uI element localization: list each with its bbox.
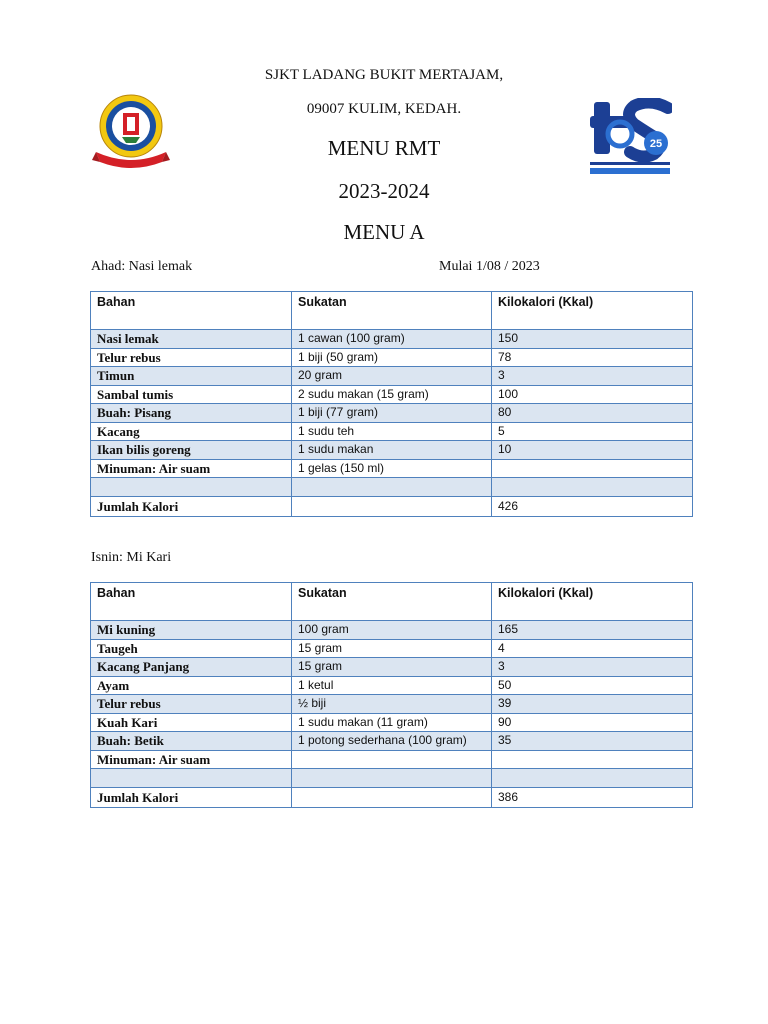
total-ingredient-cell: Jumlah Kalori (91, 496, 292, 516)
calorie-cell (492, 750, 693, 769)
calorie-cell (492, 459, 693, 478)
table-row (91, 769, 693, 788)
table-row (91, 459, 693, 478)
column-header-calorie: Kilokalori (Kkal) (492, 292, 693, 330)
total-row (91, 787, 693, 807)
ingredient-cell: Buah: Pisang (91, 404, 292, 423)
calorie-cell: 4 (492, 639, 693, 658)
school-year: 2023-2024 (338, 179, 430, 203)
ingredient-cell: Minuman: Air suam (91, 750, 292, 769)
total-ingredient-cell: Jumlah Kalori (91, 787, 292, 807)
rmt-25-logo (590, 98, 672, 176)
table-row (91, 639, 693, 658)
portion-cell (292, 478, 492, 497)
table-row (91, 478, 693, 497)
ingredient-cell: Telur rebus (91, 695, 292, 714)
table-row (91, 404, 693, 423)
start-date-label: Mulai 1/08 / 2023 (439, 259, 540, 274)
menu-table-ahad (90, 291, 693, 517)
calorie-cell: 150 (492, 330, 693, 349)
portion-cell: 1 cawan (100 gram) (292, 330, 492, 349)
portion-cell: 1 sudu teh (292, 422, 492, 441)
portion-cell: 100 gram (292, 621, 492, 640)
calorie-cell: 3 (492, 367, 693, 386)
day-label-isnin: Isnin: Mi Kari (91, 550, 172, 565)
table-row (91, 422, 693, 441)
ingredient-cell: Telur rebus (91, 348, 292, 367)
page-title: MENU RMT (327, 136, 441, 160)
portion-cell: 1 sudu makan (11 gram) (292, 713, 492, 732)
ingredient-cell: Sambal tumis (91, 385, 292, 404)
ingredient-cell: Ayam (91, 676, 292, 695)
total-row (91, 496, 693, 516)
calorie-cell: 5 (492, 422, 693, 441)
portion-cell (292, 769, 492, 788)
ingredient-cell: Buah: Betik (91, 732, 292, 751)
total-calorie-cell: 386 (492, 787, 693, 807)
table-row (91, 676, 693, 695)
calorie-cell: 100 (492, 385, 693, 404)
school-crest-logo (92, 90, 170, 172)
calorie-cell: 165 (492, 621, 693, 640)
calorie-cell: 80 (492, 404, 693, 423)
calorie-cell: 39 (492, 695, 693, 714)
table-row (91, 330, 693, 349)
school-name: SJKT LADANG BUKIT MERTAJAM, (264, 67, 504, 83)
ingredient-cell: Kacang Panjang (91, 658, 292, 677)
day-label-ahad: Ahad: Nasi lemak (91, 259, 193, 274)
table-header-row (91, 292, 693, 330)
table-row (91, 695, 693, 714)
school-address: 09007 KULIM, KEDAH. (306, 101, 462, 117)
menu-table-isnin (90, 582, 693, 808)
table-row (91, 385, 693, 404)
total-calorie-cell: 426 (492, 496, 693, 516)
portion-cell: 1 biji (50 gram) (292, 348, 492, 367)
column-header-calorie: Kilokalori (Kkal) (492, 583, 693, 621)
column-header-portion: Sukatan (292, 292, 492, 330)
table-row (91, 750, 693, 769)
calorie-cell: 50 (492, 676, 693, 695)
total-portion-cell (292, 496, 492, 516)
portion-cell: 1 gelas (150 ml) (292, 459, 492, 478)
table-row (91, 367, 693, 386)
portion-cell: 1 sudu makan (292, 441, 492, 460)
column-header-portion: Sukatan (292, 583, 492, 621)
portion-cell: 15 gram (292, 639, 492, 658)
portion-cell: 20 gram (292, 367, 492, 386)
table-row (91, 348, 693, 367)
table-row (91, 713, 693, 732)
ingredient-cell (91, 769, 292, 788)
portion-cell: 1 ketul (292, 676, 492, 695)
table-row (91, 621, 693, 640)
ingredient-cell: Nasi lemak (91, 330, 292, 349)
ingredient-cell: Ikan bilis goreng (91, 441, 292, 460)
calorie-cell: 78 (492, 348, 693, 367)
column-header-ingredient: Bahan (91, 583, 292, 621)
calorie-cell: 90 (492, 713, 693, 732)
portion-cell: 1 potong sederhana (100 gram) (292, 732, 492, 751)
ingredient-cell (91, 478, 292, 497)
menu-name: MENU A (343, 220, 425, 244)
portion-cell: 15 gram (292, 658, 492, 677)
table-row (91, 658, 693, 677)
calorie-cell (492, 769, 693, 788)
portion-cell: ½ biji (292, 695, 492, 714)
ingredient-cell: Minuman: Air suam (91, 459, 292, 478)
table-header-row (91, 583, 693, 621)
table-row (91, 441, 693, 460)
calorie-cell (492, 478, 693, 497)
calorie-cell: 10 (492, 441, 693, 460)
ingredient-cell: Kacang (91, 422, 292, 441)
table-row (91, 732, 693, 751)
ingredient-cell: Mi kuning (91, 621, 292, 640)
column-header-ingredient: Bahan (91, 292, 292, 330)
ingredient-cell: Timun (91, 367, 292, 386)
calorie-cell: 35 (492, 732, 693, 751)
logo-25-text: 25 (649, 138, 663, 150)
portion-cell: 1 biji (77 gram) (292, 404, 492, 423)
portion-cell: 2 sudu makan (15 gram) (292, 385, 492, 404)
ingredient-cell: Kuah Kari (91, 713, 292, 732)
total-portion-cell (292, 787, 492, 807)
ingredient-cell: Taugeh (91, 639, 292, 658)
calorie-cell: 3 (492, 658, 693, 677)
portion-cell (292, 750, 492, 769)
